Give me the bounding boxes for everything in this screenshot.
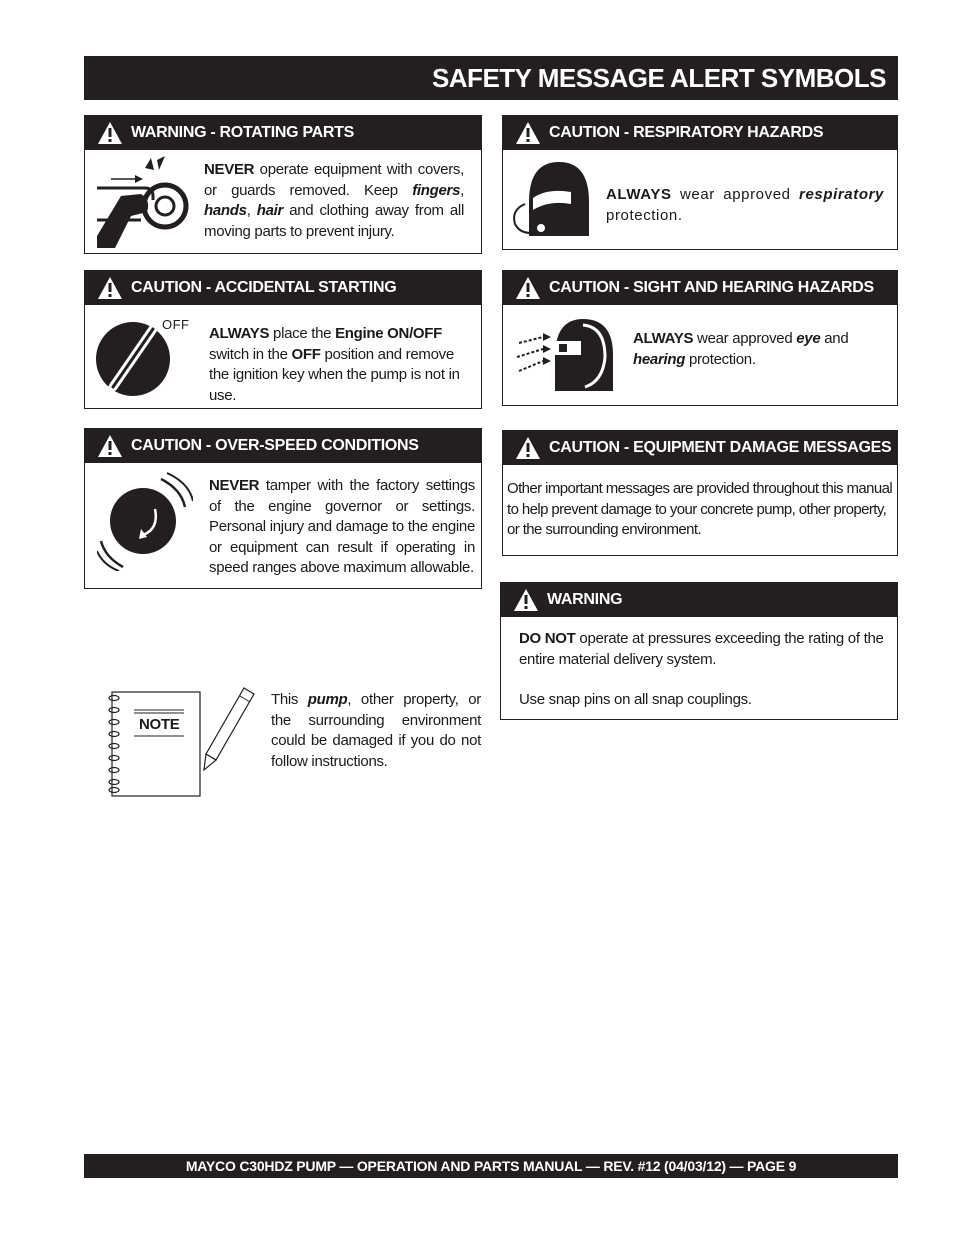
section-equipment-damage-messages [502, 430, 898, 556]
section-heading [85, 429, 481, 463]
warning-triangle-icon [515, 436, 541, 460]
section-heading [503, 271, 897, 305]
rotating-parts-text: NEVER operate equipment with covers, or guards removed. Keep fingers, hands, hair and clothing away from all moving parts to prevent injury. [204, 161, 464, 240]
warning-triangle-icon [515, 121, 541, 145]
heading-text: CAUTION - OVER-SPEED CONDITIONS [131, 437, 419, 454]
overspeed-dial-icon [97, 471, 193, 571]
warning-text-snap-pins: Use snap pins on all snap couplings. [519, 691, 752, 708]
heading-text: CAUTION - SIGHT AND HEARING HAZARDS [549, 279, 874, 296]
section-heading [503, 431, 897, 465]
section-heading [503, 116, 897, 150]
eye-hearing-protection-icon [515, 317, 619, 395]
pencil-icon [202, 686, 256, 772]
heading-text: WARNING [547, 591, 623, 608]
warning-text: DO NOT operate at pressures exceeding the rating of the entire material delivery system. [519, 630, 884, 668]
page-title: SAFETY MESSAGE ALERT SYMBOLS [84, 56, 898, 100]
heading-text: WARNING - ROTATING PARTS [131, 124, 355, 141]
heading-text: CAUTION - RESPIRATORY HAZARDS [549, 124, 824, 141]
section-over-speed-conditions [84, 428, 482, 589]
note-text: This pump, other property, or the surrounding environment could be damaged if you do not follow instructions. [271, 691, 481, 770]
section-warning [500, 582, 898, 720]
rotating-parts-icon [93, 156, 193, 248]
section-sight-hearing-hazards [502, 270, 898, 406]
warning-triangle-icon [97, 121, 123, 145]
section-heading [501, 583, 897, 617]
warning-triangle-icon [97, 434, 123, 458]
equipment-damage-text: Other important messages are provided throughout this manual to help prevent damage to your concrete pump, other property, or the surrounding environment. [507, 480, 893, 538]
off-label: OFF [162, 317, 190, 332]
note-label: NOTE [139, 716, 180, 733]
note-notebook-icon [104, 690, 204, 798]
accidental-starting-text: ALWAYS place the Engine ON/OFF switch in the OFF position and remove the ignition key when the pump is not in use. [209, 325, 460, 404]
section-heading [85, 271, 481, 305]
page-footer: MAYCO C30HDZ PUMP — OPERATION AND PARTS MANUAL — REV. #12 (04/03/12) — PAGE 9 [84, 1154, 898, 1178]
section-heading [85, 116, 481, 150]
heading-text: CAUTION - ACCIDENTAL STARTING [131, 279, 397, 296]
warning-triangle-icon [515, 276, 541, 300]
respiratory-text: ALWAYS wear approved respiratory protection. [606, 186, 884, 224]
heading-text: CAUTION - EQUIPMENT DAMAGE MESSAGES [549, 439, 892, 456]
over-speed-text: NEVER tamper with the factory settings of the engine governor or settings. Personal injury and damage to the engine or equipment can result if operating in speed ranges above maximum allowable. [209, 477, 475, 576]
warning-triangle-icon [513, 588, 539, 612]
section-respiratory-hazards [502, 115, 898, 250]
section-accidental-starting [84, 270, 482, 409]
section-rotating-parts [84, 115, 482, 254]
respirator-icon [511, 158, 593, 242]
warning-triangle-icon [97, 276, 123, 300]
sight-hearing-text: ALWAYS wear approved eye and hearing protection. [633, 330, 849, 368]
